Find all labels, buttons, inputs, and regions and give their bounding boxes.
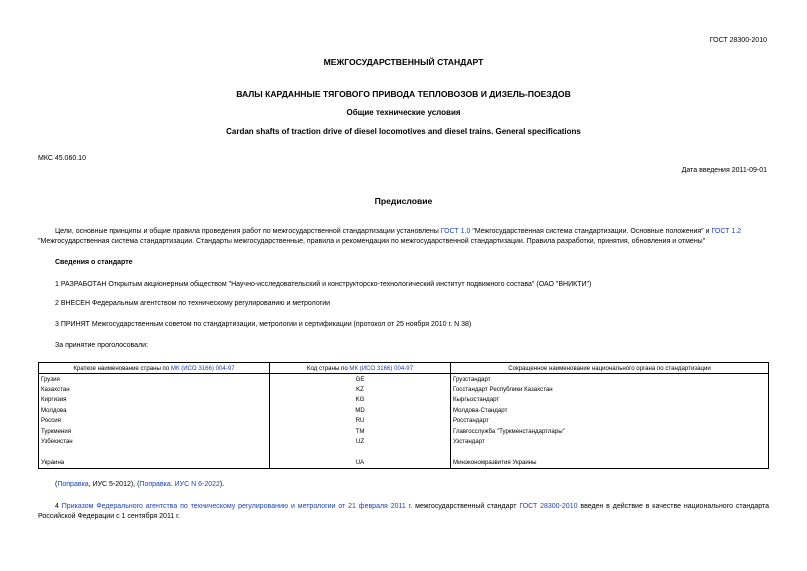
item-enacted <box>38 502 769 522</box>
item4-text-3: введен в действие в качестве национального стандарта Российской Федерации с 1 сентября 2011 г. <box>38 503 769 520</box>
introduction-date: Дата введения 2011-09-01 <box>681 167 767 174</box>
org-cell: Кыргызстандарт <box>451 395 769 405</box>
table-header-organization: Сокращенное наименование национального органа по стандартизации <box>451 363 769 374</box>
table-row <box>39 374 769 385</box>
mk-iso-3166-link[interactable]: МК (ИСО 3166) 004-97 <box>349 364 414 372</box>
org-cell: Росстандарт <box>451 416 769 426</box>
code-cell: UZ <box>270 436 451 446</box>
voted-label: За принятие проголосовали: <box>55 342 148 349</box>
org-cell: Госстандарт Республики Казахстан <box>451 384 769 394</box>
code-cell: KZ <box>270 384 451 394</box>
item-developed: 1 РАЗРАБОТАН Открытым акционерным обществом "Научно-исследовательский и конструкторско-технологический институт подвижного состава" (ОАО "ВНИКТИ") <box>55 281 592 288</box>
standard-info-heading: Сведения о стандарте <box>55 259 133 266</box>
country-cell: Киргизия <box>39 395 270 405</box>
table-row <box>39 384 769 394</box>
country-cell <box>39 447 270 457</box>
code-cell: RU <box>270 416 451 426</box>
document-code: ГОСТ 28300-2010 <box>709 37 767 44</box>
country-cell: Молдова <box>39 405 270 415</box>
amend-close: ). <box>219 481 225 488</box>
voting-countries-table <box>38 362 769 469</box>
amendments-line <box>38 480 769 490</box>
country-cell: Казахстан <box>39 384 270 394</box>
header-country-text: Краткое наименование страны по <box>73 364 171 372</box>
preface-text-3: "Межгосударственная система стандартизации. Стандарты межгосударственные, правила и рекомендации по межгосударственной стандартизации. Правила разработки, принятия, обновления и отмены" <box>38 238 706 245</box>
standard-type-heading: МЕЖГОСУДАРСТВЕННЫЙ СТАНДАРТ <box>323 57 484 67</box>
table-row <box>39 416 769 426</box>
gost-1-2-link[interactable]: ГОСТ 1.2 <box>711 228 742 235</box>
table-row <box>39 447 769 457</box>
table-row <box>39 405 769 415</box>
country-cell: Узбекистан <box>39 436 270 446</box>
table-header-country <box>39 363 270 374</box>
table-row <box>39 436 769 446</box>
preface-text-1: Цели, основные принципы и общие правила проведения работ по межгосударственной стандартизации установлены <box>55 228 441 235</box>
amendment-link[interactable]: Поправка <box>57 481 89 488</box>
code-cell: TM <box>270 426 451 436</box>
gost-1-0-link[interactable]: ГОСТ 1.0 <box>440 228 471 235</box>
code-cell: UA <box>270 457 451 468</box>
code-cell: KG <box>270 395 451 405</box>
table-header-code <box>270 363 451 374</box>
item-introduced: 2 ВНЕСЕН Федеральным агентством по техническому регулированию и метрологии <box>55 300 331 307</box>
org-cell: Грузстандарт <box>451 374 769 385</box>
mk-iso-3166-link[interactable]: МК (ИСО 3166) 004-97 <box>170 364 235 372</box>
table-row <box>39 426 769 436</box>
org-cell: Узстандарт <box>451 436 769 446</box>
table-header-row <box>39 363 769 374</box>
preface-paragraph <box>38 227 769 247</box>
document-title: ВАЛЫ КАРДАННЫЕ ТЯГОВОГО ПРИВОДА ТЕПЛОВОЗОВ И ДИЗЕЛЬ-ПОЕЗДОВ <box>236 89 571 99</box>
item4-text-2: межгосударственный стандарт <box>412 503 520 510</box>
preface-text-2: "Межгосударственная система стандартизации. Основные положения" и <box>470 228 712 235</box>
table-row <box>39 457 769 468</box>
gost-28300-link[interactable]: ГОСТ 28300-2010 <box>519 503 578 510</box>
org-cell: Минэкономразвития Украины <box>451 457 769 468</box>
item-adopted: 3 ПРИНЯТ Межгосударственным советом по стандартизации, метрологии и сертификации (протокол от 25 ноября 2010 г. N 38) <box>55 321 472 328</box>
document-title-english: Cardan shafts of traction drive of diesel locomotives and diesel trains. General specifications <box>226 127 581 136</box>
amend-mid: , ИУС 5-2012), ( <box>88 481 140 488</box>
amend-open: ( <box>55 481 58 488</box>
org-cell: Главгосслужба "Туркменстандартлары" <box>451 426 769 436</box>
country-cell: Грузия <box>39 374 270 385</box>
document-subtitle: Общие технические условия <box>346 108 461 117</box>
code-cell: GE <box>270 374 451 385</box>
mks-code: МКС 45.060.10 <box>38 155 86 162</box>
table-row <box>39 395 769 405</box>
country-cell: Россия <box>39 416 270 426</box>
item4-number: 4 <box>55 503 62 510</box>
org-cell: Молдова-Стандарт <box>451 405 769 415</box>
code-cell: MD <box>270 405 451 415</box>
country-cell: Украина <box>39 457 270 468</box>
preface-heading: Предисловие <box>374 196 433 206</box>
header-code-text: Код страны по <box>306 364 350 372</box>
org-cell <box>451 447 769 457</box>
order-link[interactable]: Приказом Федерального агентства по техническому регулированию и метрологии от 21 февраля 2011 г. <box>61 503 413 510</box>
country-cell: Туркмения <box>39 426 270 436</box>
amendment-link[interactable]: Поправка. ИУС N 6-2022 <box>139 481 220 488</box>
code-cell <box>270 447 451 457</box>
